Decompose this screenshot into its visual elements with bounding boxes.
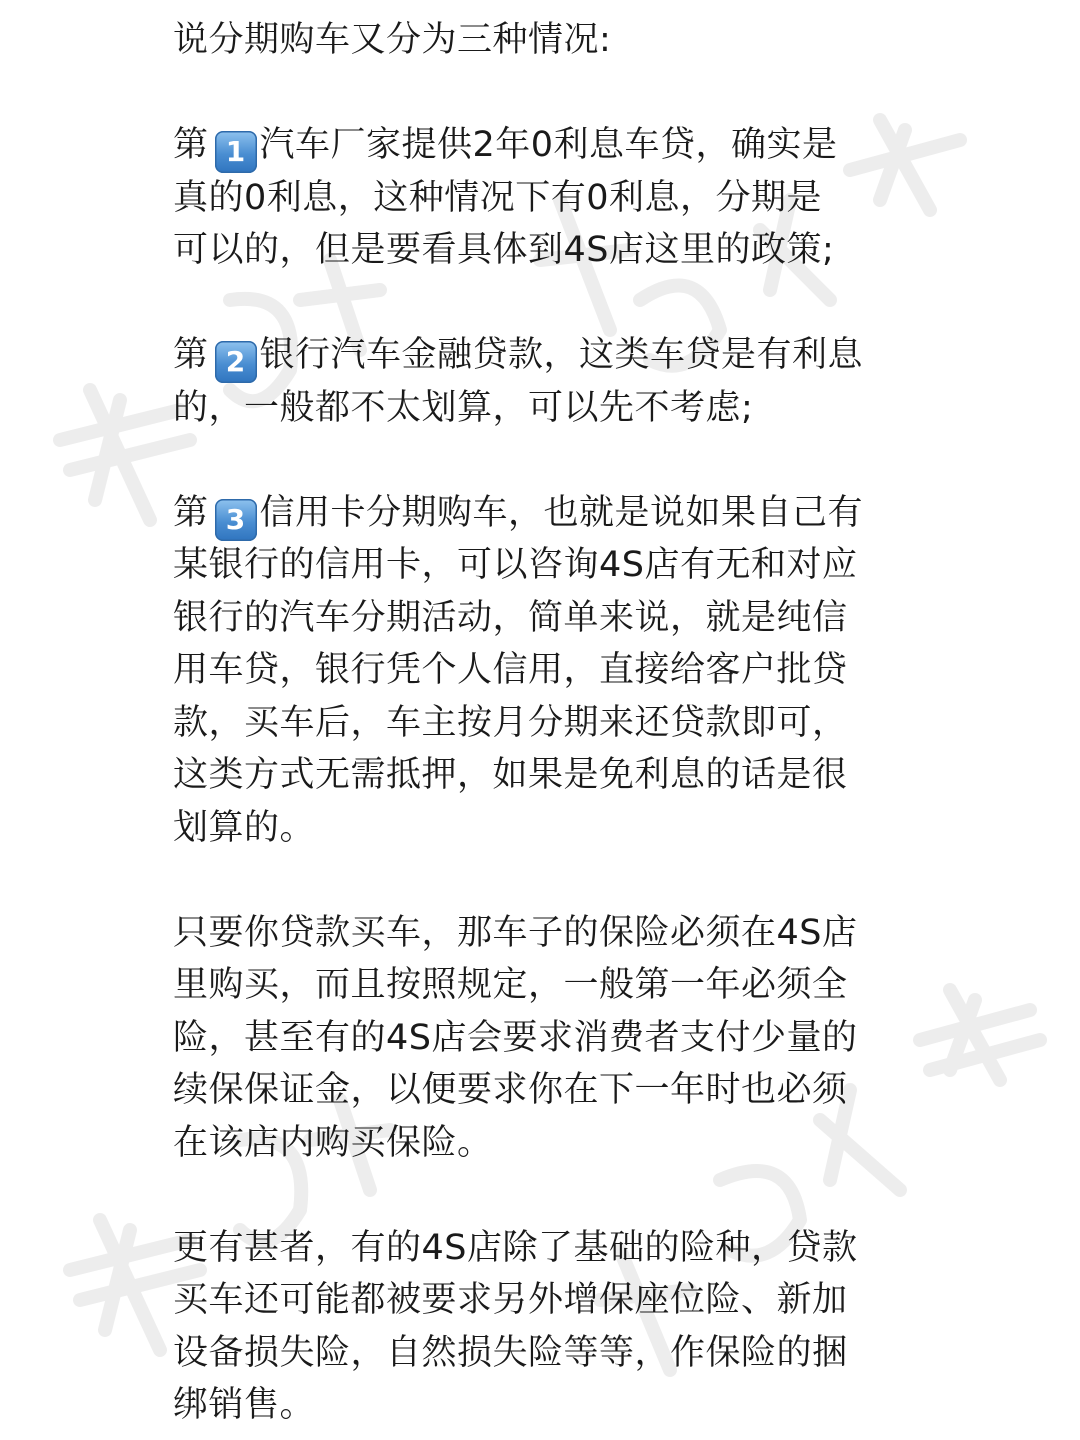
case-3-line-6: 这类方式无需抵押，如果是免利息的话是很 (173, 755, 848, 795)
paragraph-gap (173, 1169, 913, 1222)
case-3-paragraph (173, 487, 913, 855)
insurance-line: 只要你贷款买车，那车子的保险必须在4S店 (173, 912, 858, 953)
case-1-line-1 (173, 119, 913, 172)
keycap-1-icon: 1 (215, 131, 257, 173)
case-2-paragraph (173, 329, 913, 434)
bundle-line: 买车还可能都被要求另外增保座位险、新加 (173, 1280, 848, 1320)
insurance-line: 在该店内购买保险。 (173, 1122, 493, 1163)
paragraph-gap (173, 67, 913, 120)
keycap-2-icon: 2 (215, 341, 257, 383)
paragraph-gap (173, 854, 913, 907)
case-2-text-1: 银行汽车金融贷款，这类车贷是有利息 (259, 335, 864, 375)
intro-line: 说分期购车又分为三种情况: (173, 20, 612, 60)
case-1-line-3: 可以的，但是要看具体到4S店这里的政策; (173, 230, 835, 270)
case-1-text-1: 汽车厂家提供2年0利息车贷，确实是 (259, 125, 838, 165)
case-2-line-2: 的，一般都不太划算，可以先不考虑; (173, 387, 754, 428)
insurance-line: 险，甚至有的4S店会要求消费者支付少量的 (173, 1017, 858, 1058)
bundle-line: 设备损失险，自然损失险等等，作保险的捆 (173, 1332, 848, 1373)
case-3-line-4: 用车贷，银行凭个人信用，直接给客户批贷 (173, 650, 848, 690)
insurance-paragraph (173, 907, 913, 1170)
keycap-3-icon: 3 (215, 499, 257, 541)
insurance-line: 续保保证金，以便要求你在下一年时也必须 (173, 1070, 848, 1110)
article-body (173, 14, 913, 1432)
bundle-line: 更有甚者，有的4S店除了基础的险种，贷款 (173, 1227, 858, 1268)
case-1-line-2: 真的0利息，这种情况下有0利息，分期是 (173, 177, 823, 218)
case-3-line-7: 划算的。 (173, 807, 316, 848)
case-1-prefix: 第 (173, 125, 209, 165)
case-3-line-5: 款，买车后，车主按月分期来还贷款即可， (173, 702, 848, 743)
case-3-line-2: 某银行的信用卡，可以咨询4S店有无和对应 (173, 545, 858, 585)
bundle-line: 绑销售。 (173, 1385, 316, 1425)
bundle-paragraph (173, 1222, 913, 1432)
case-3-prefix: 第 (173, 492, 209, 533)
case-1-paragraph (173, 119, 913, 277)
insurance-line: 里购买，而且按照规定，一般第一年必须全 (173, 965, 848, 1005)
case-2-line-1 (173, 329, 913, 382)
paragraph-gap (173, 434, 913, 487)
case-3-line-1 (173, 487, 913, 540)
case-3-line-3: 银行的汽车分期活动，简单来说，就是纯信 (173, 597, 848, 638)
paragraph-gap (173, 277, 913, 330)
case-3-text-1: 信用卡分期购车，也就是说如果自己有 (259, 492, 864, 533)
case-2-prefix: 第 (173, 335, 209, 375)
